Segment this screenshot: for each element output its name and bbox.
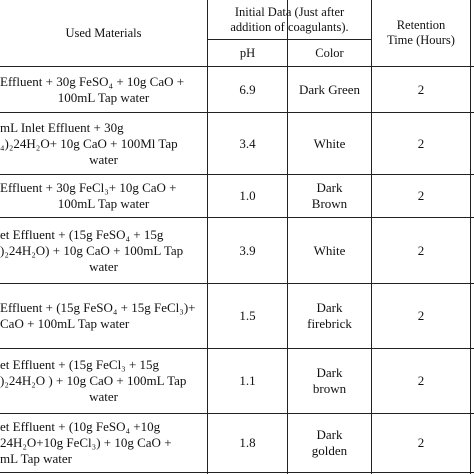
ph-value: 1.5 (239, 308, 256, 323)
header-retention-line2: Time (Hours) (387, 33, 455, 47)
materials-line: Effluent + 30g FeCl₃+ 10g CaO + (0, 180, 177, 195)
retention-value: 2 (417, 435, 425, 450)
materials-line: et Effluent + (10g FeSO₄ +10g (0, 419, 161, 434)
materials-line: et Effluent + (15g FeSO₄ + 15g (0, 226, 164, 242)
materials-line: 24H₂O+10g FeCl₃) + 10g CaO + (0, 435, 172, 450)
materials-line: water (89, 258, 118, 274)
ph-value: 6.9 (239, 81, 256, 97)
table-row-materials (0, 175, 207, 217)
retention-value: 2 (417, 135, 425, 151)
retention-value: 2 (417, 188, 425, 203)
ph-value: 3.9 (239, 242, 256, 258)
table-row-color (288, 218, 371, 283)
table-row-materials (0, 113, 207, 174)
materials-line: water (89, 151, 118, 167)
materials-line: water (89, 389, 118, 404)
table-row-color (288, 113, 371, 174)
color-value: White (313, 242, 346, 258)
materials-line: Effluent + 30g FeSO₄ + 10g CaO + (0, 73, 185, 89)
header-ph-label: pH (239, 45, 256, 60)
materials-line: 100mL Tap water (57, 196, 150, 211)
header-used-materials-label: Used Materials (65, 25, 142, 40)
header-initial-data-line1: Initial Data (Just after (234, 4, 345, 19)
table-row-materials (0, 67, 207, 112)
materials-line: mL Inlet Effluent + 30g (0, 119, 124, 135)
retention-value: 2 (417, 242, 425, 258)
color-value: golden (311, 443, 348, 458)
materials-line: mL Tap water (0, 451, 73, 466)
row-divider (0, 472, 474, 473)
ph-value: 1.1 (239, 373, 256, 388)
col-divider (470, 0, 471, 474)
color-value: Brown (311, 196, 348, 211)
materials-line: )₂24H₂O ) + 10g CaO + 100mL Tap (0, 373, 187, 388)
table-row-retention (372, 218, 470, 283)
header-color (288, 40, 371, 66)
retention-value: 2 (417, 308, 425, 323)
table-row-color (288, 414, 371, 472)
materials-line: et Effluent + (15g FeCl₃ + 15g (0, 357, 160, 372)
table-row-color (288, 67, 371, 112)
ph-value: 1.0 (239, 188, 256, 203)
materials-line: Effluent + (15g FeSO₄ + 15g FeCl₃)+ (0, 300, 196, 315)
table-row-ph (208, 218, 287, 283)
retention-value: 2 (417, 81, 425, 97)
color-value: firebrick (307, 316, 352, 331)
header-initial-data (208, 0, 371, 39)
table-row-materials (0, 218, 207, 283)
color-value: Dark (316, 365, 343, 380)
table-row-ph (208, 67, 287, 112)
table-row-retention (372, 113, 470, 174)
color-value: Dark (316, 180, 343, 195)
ph-value: 1.8 (239, 435, 256, 450)
table-row-retention (372, 67, 470, 112)
table-row-retention (372, 175, 470, 217)
table-row-materials (0, 284, 207, 348)
materials-line: ₄)₂24H₂O+ 10g CaO + 100Ml Tap (0, 135, 178, 151)
table-row-color (288, 175, 371, 217)
table-row-retention (372, 414, 470, 472)
color-value: White (313, 135, 346, 151)
retention-value: 2 (417, 373, 425, 388)
color-value: brown (312, 381, 347, 396)
table-row-retention (372, 284, 470, 348)
table-row-ph (208, 349, 287, 413)
header-color-label: Color (315, 45, 344, 60)
color-value: Dark (316, 300, 343, 315)
materials-line: 100mL Tap water (57, 89, 150, 105)
table-row-ph (208, 284, 287, 348)
table-row-ph (208, 414, 287, 472)
header-retention-line1: Retention (396, 18, 446, 32)
materials-line: )₂24H₂O) + 10g CaO + 100mL Tap (0, 242, 184, 258)
header-ph (208, 40, 287, 66)
table-row-retention (372, 349, 470, 413)
header-retention (372, 0, 470, 66)
color-value: Dark Green (299, 81, 360, 97)
ph-value: 3.4 (239, 135, 256, 151)
table-row-ph (208, 175, 287, 217)
header-used-materials (0, 0, 207, 66)
materials-line: CaO + 100mL Tap water (0, 316, 130, 331)
table-row-materials (0, 414, 207, 472)
header-initial-data-line2: addition of coagulants). (230, 19, 349, 34)
color-value: Dark (316, 427, 343, 442)
table-row-color (288, 284, 371, 348)
table-row-color (288, 349, 371, 413)
table-row-materials (0, 349, 207, 413)
table-row-ph (208, 113, 287, 174)
